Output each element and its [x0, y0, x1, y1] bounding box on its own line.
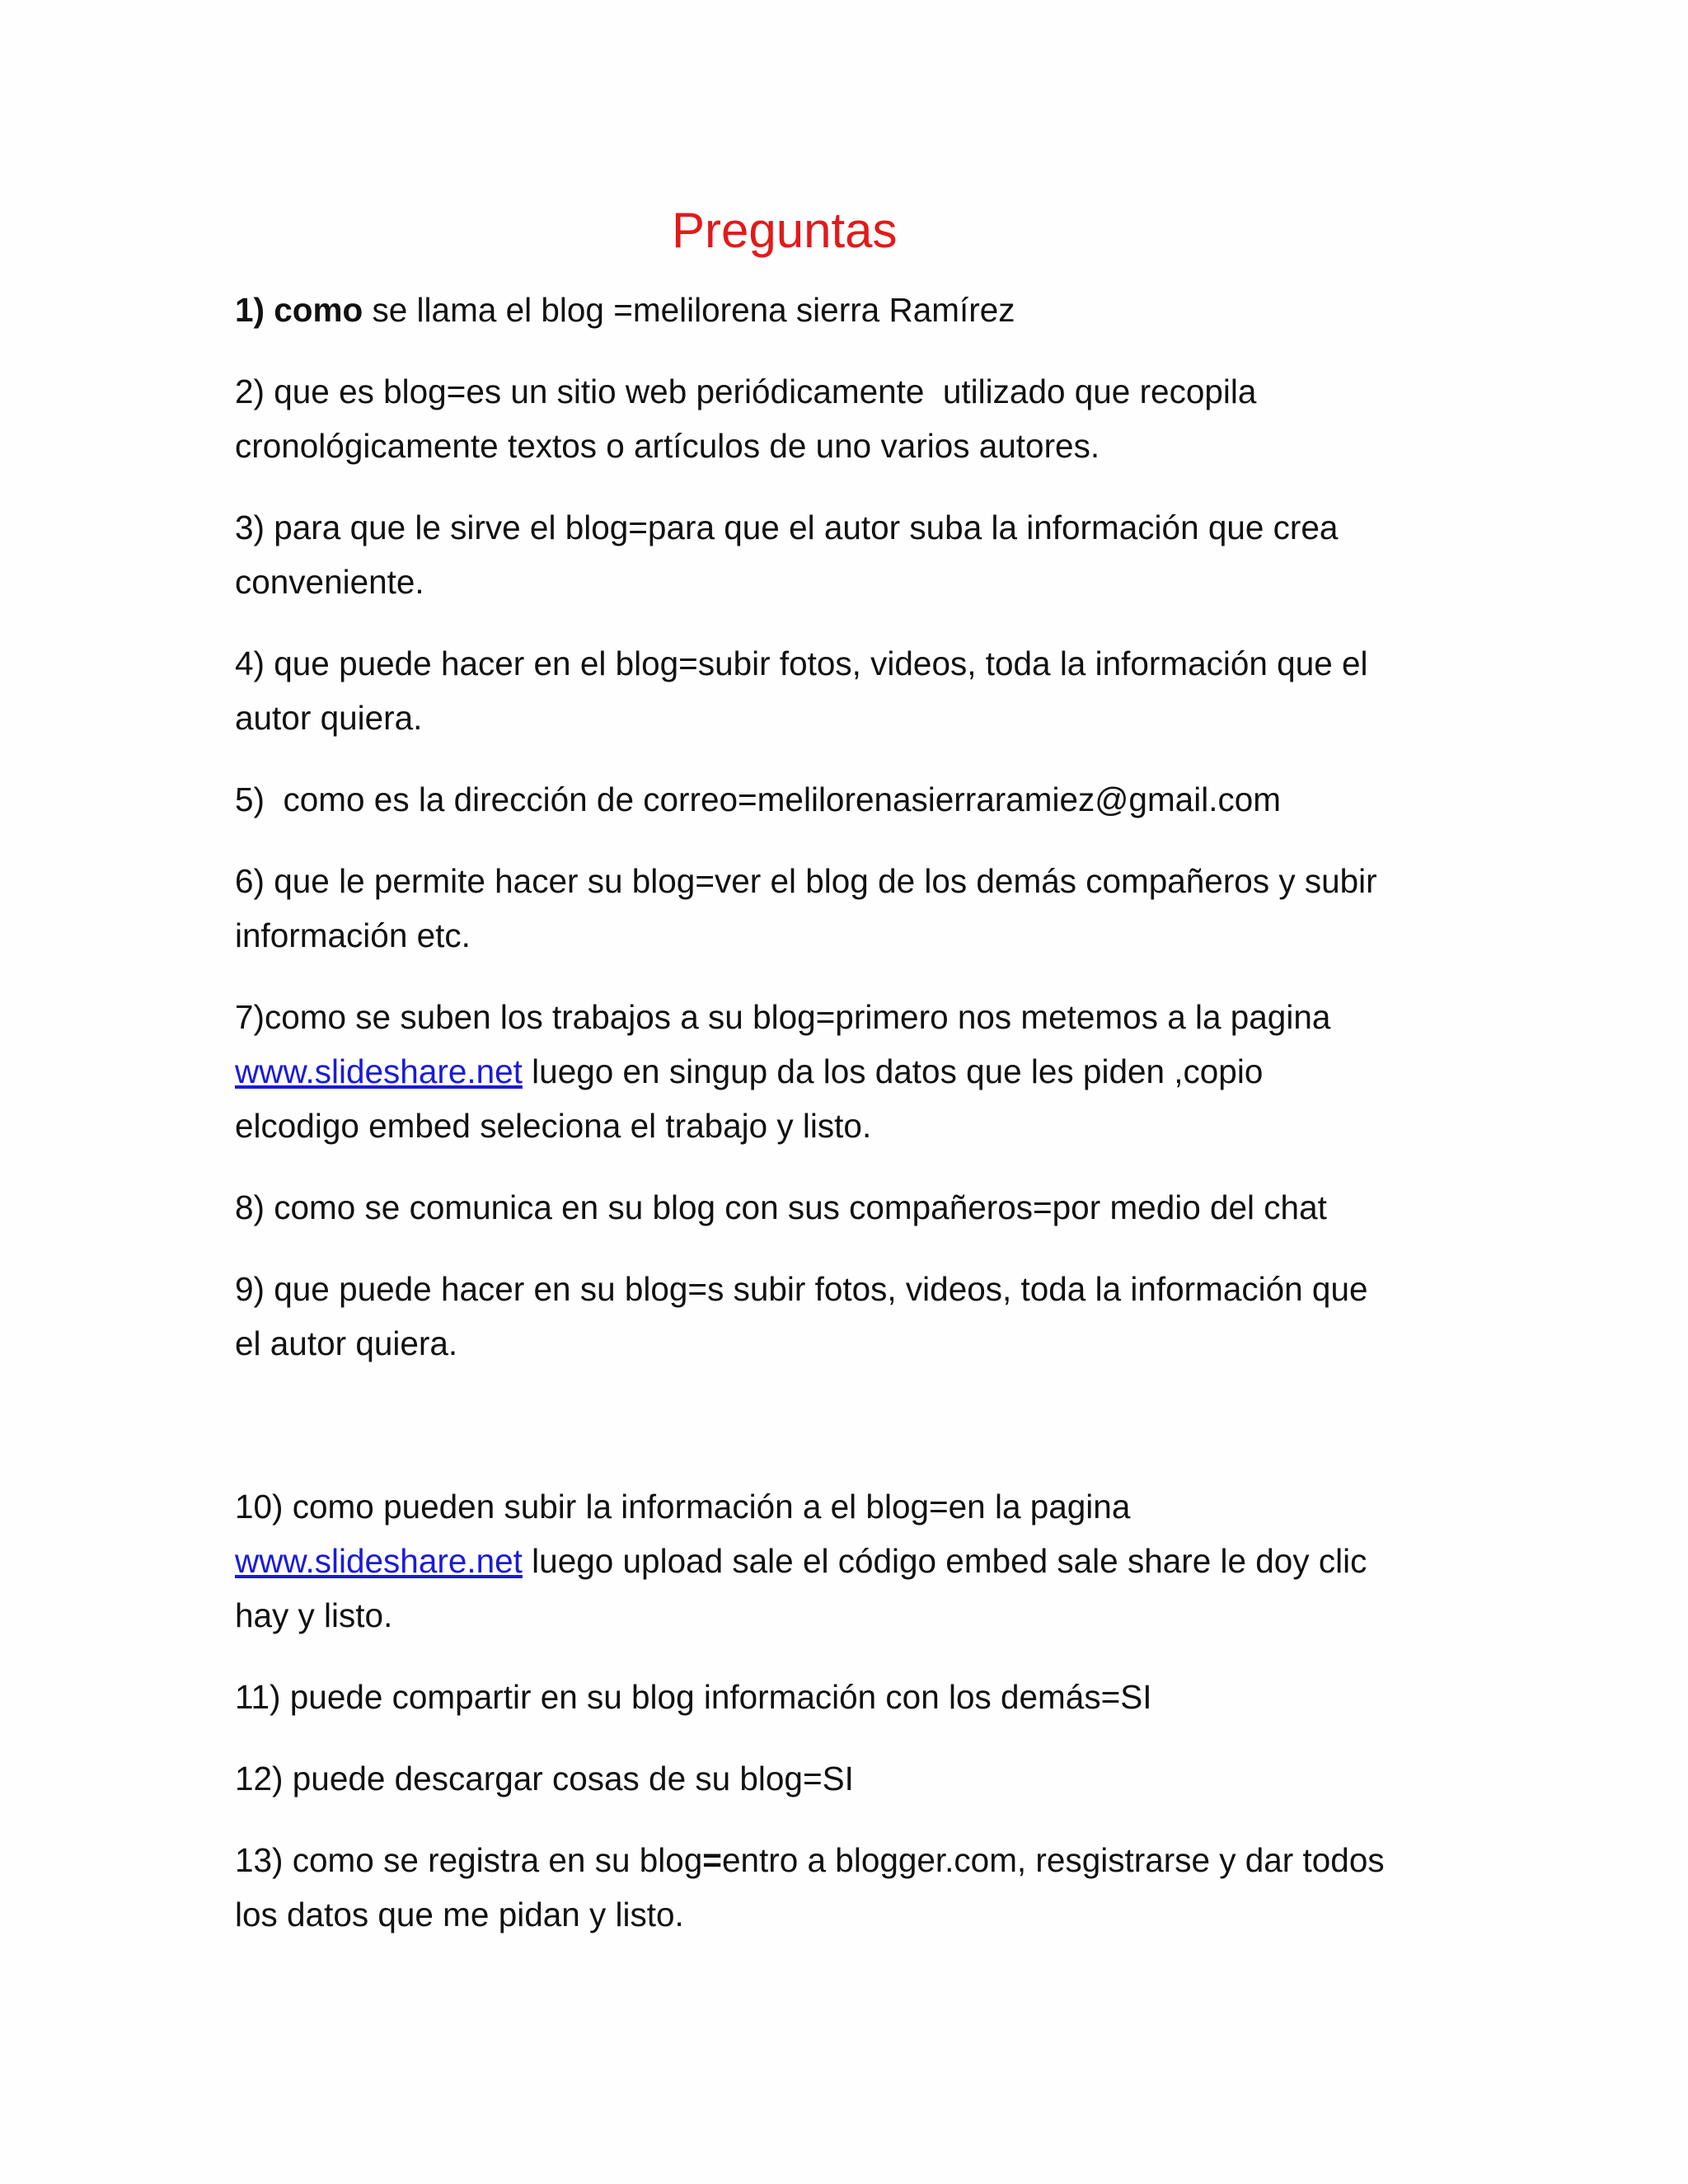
- question-6: [235, 854, 1471, 963]
- question-13-text-pre: 13) como se registra en su blog: [235, 1841, 703, 1879]
- document-content: [235, 194, 1471, 1969]
- question-2: [235, 364, 1471, 473]
- question-2-line-1: 2) que es blog=es un sitio web periódicamente utilizado que recopila: [235, 373, 1257, 410]
- question-12-line-1: 12) puede descargar cosas de su blog=SI: [235, 1760, 854, 1797]
- question-13-line-2: los datos que me pidan y listo.: [235, 1896, 684, 1933]
- question-1-label: 1) como: [235, 291, 363, 329]
- question-3-line-2: conveniente.: [235, 563, 424, 601]
- question-8-line-1: 8) como se comunica en su blog con sus compañeros=por medio del chat: [235, 1188, 1327, 1226]
- question-7-line-3: elcodigo embed seleciona el trabajo y listo.: [235, 1107, 872, 1145]
- question-9-line-2: el autor quiera.: [235, 1324, 458, 1362]
- question-4-line-2: autor quiera.: [235, 699, 423, 737]
- slideshare-link[interactable]: www.slideshare.net: [235, 1052, 523, 1090]
- question-7-line-2-text: luego en singup da los datos que les piden ,copio: [522, 1052, 1264, 1090]
- question-5-line-1: 5) como es la dirección de correo=melilorenasierraramiez@gmail.com: [235, 780, 1281, 818]
- question-4: [235, 636, 1471, 745]
- question-3-line-1: 3) para que le sirve el blog=para que el autor suba la información que crea: [235, 509, 1339, 546]
- question-10-line-1: 10) como pueden subir la información a el blog=en la pagina: [235, 1488, 1131, 1526]
- question-11-line-1: 11) puede compartir en su blog información con los demás=SI: [235, 1678, 1152, 1716]
- question-11: [235, 1670, 1471, 1724]
- question-5: [235, 772, 1471, 827]
- question-7-line-2: [235, 1044, 1471, 1099]
- question-13: [235, 1833, 1471, 1942]
- question-3: [235, 500, 1471, 609]
- question-7: [235, 990, 1471, 1153]
- slideshare-link[interactable]: www.slideshare.net: [235, 1542, 523, 1580]
- document-title: Preguntas: [672, 203, 898, 258]
- question-1-text: se llama el blog =melilorena sierra Ramírez: [363, 291, 1015, 329]
- question-13-text-post: entro a blogger.com, resgistrarse y dar todos: [721, 1841, 1385, 1879]
- question-6-line-1: 6) que le permite hacer su blog=ver el blog de los demás compañeros y subir: [235, 862, 1377, 900]
- question-13-line-1: [235, 1833, 1471, 1887]
- paragraph-gap: [235, 1398, 1471, 1479]
- question-4-line-1: 4) que puede hacer en el blog=subir fotos, videos, toda la información que el: [235, 644, 1368, 682]
- question-13-equals: =: [702, 1841, 722, 1879]
- question-6-line-2: información etc.: [235, 916, 471, 954]
- question-10: [235, 1479, 1471, 1643]
- question-2-line-2: cronológicamente textos o artículos de uno varios autores.: [235, 427, 1100, 465]
- question-12: [235, 1751, 1471, 1806]
- question-10-line-3: hay y listo.: [235, 1596, 393, 1634]
- question-9-line-1: 9) que puede hacer en su blog=s subir fotos, videos, toda la información que: [235, 1270, 1368, 1308]
- question-10-line-2-text: luego upload sale el código embed sale share le doy clic: [522, 1542, 1367, 1580]
- question-8: [235, 1180, 1471, 1235]
- question-7-line-1: 7)como se suben los trabajos a su blog=primero nos metemos a la pagina: [235, 998, 1331, 1036]
- question-1: [235, 283, 1471, 337]
- question-9: [235, 1262, 1471, 1371]
- question-10-line-2: [235, 1534, 1471, 1588]
